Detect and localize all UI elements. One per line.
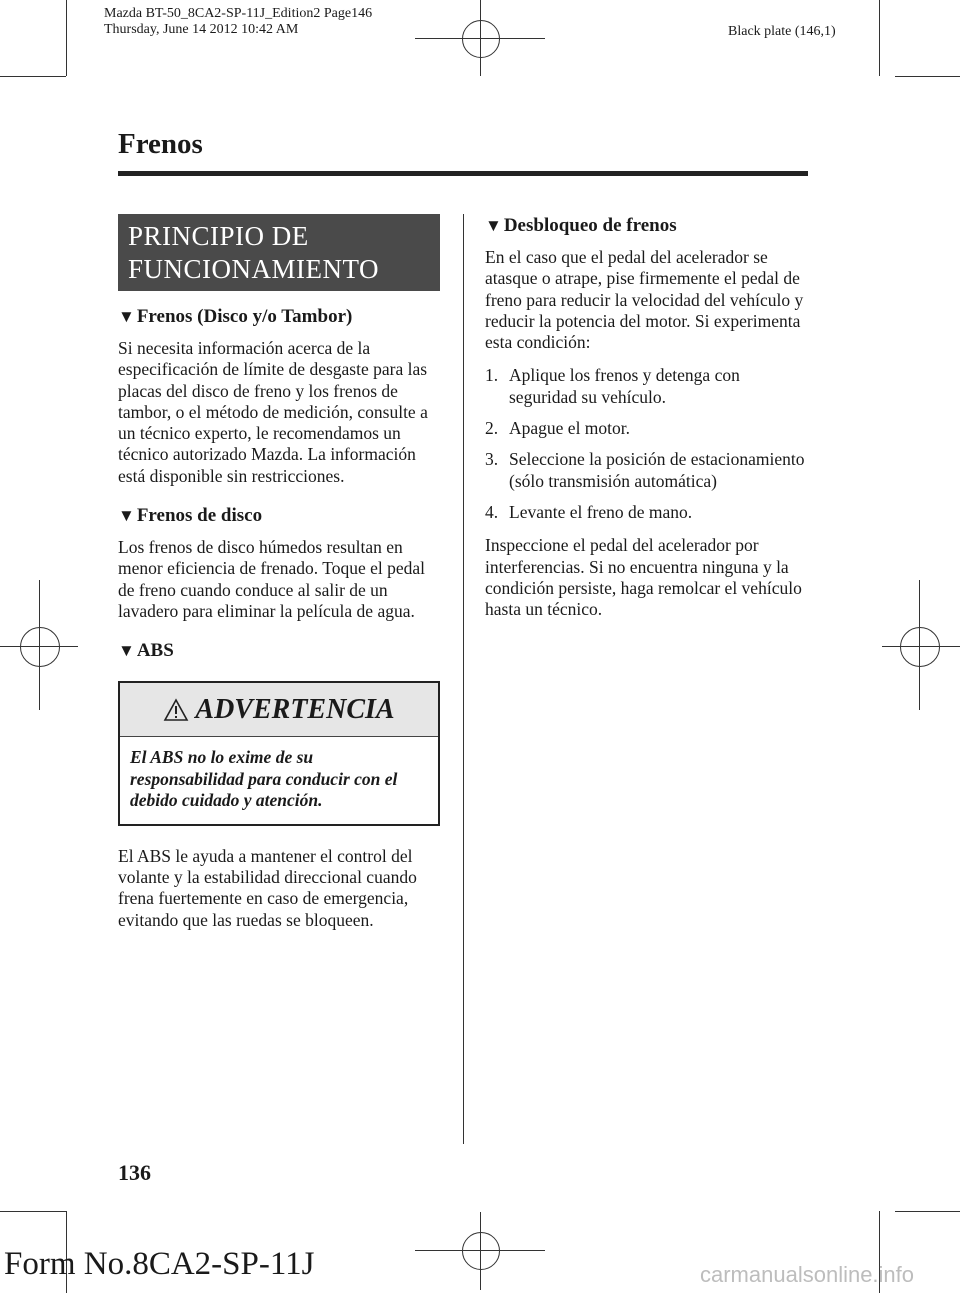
page-number: 136 xyxy=(118,1160,151,1185)
section-title: Frenos xyxy=(118,128,203,160)
section-banner xyxy=(118,214,440,291)
warning-box xyxy=(118,681,440,826)
title-rule xyxy=(118,171,808,176)
registration-mark-line xyxy=(882,646,960,647)
paragraph: Si necesita información acerca de la especificación de límite de desgaste para las placas del disco de freno y los frenos de tambor, o el método de medición, consulte a un técnico experto, le recomendamos un técnico autorizado Mazda. La información está disponible sin restricciones. xyxy=(118,338,428,486)
triangle-bullet-icon: ▼ xyxy=(118,506,135,526)
subheading-abs: ▼ ABS xyxy=(118,640,174,662)
triangle-bullet-icon: ▼ xyxy=(118,307,135,326)
print-timestamp: Thursday, June 14 2012 10:42 AM xyxy=(104,22,299,37)
registration-mark xyxy=(462,1232,500,1270)
watermark: carmanualsonline.info xyxy=(700,1262,915,1287)
right-column xyxy=(485,214,807,637)
steps-list xyxy=(485,365,807,523)
crop-mark xyxy=(879,0,880,76)
registration-mark-line xyxy=(919,580,920,710)
registration-mark xyxy=(462,20,500,58)
triangle-bullet-icon: ▼ xyxy=(485,216,502,235)
registration-mark-line xyxy=(0,646,78,647)
crop-mark xyxy=(895,76,960,77)
registration-mark xyxy=(20,627,60,667)
crop-mark xyxy=(0,76,66,77)
paragraph: En el caso que el pedal del acelerador se atasque o atrape, pise firmemente el pedal de freno para reducir la velocidad del vehículo y reducir la potencia del motor. Si experimenta esta condición: xyxy=(485,247,804,353)
list-item: 3. Seleccione la posición de estacionamiento (sólo transmisión automática) xyxy=(485,449,805,491)
list-item: 4. Levante el freno de mano. xyxy=(485,501,693,522)
registration-mark-line xyxy=(39,580,40,710)
warning-text: El ABS no lo exime de su responsabilidad para conducir con el debido cuidado y atención. xyxy=(130,747,398,811)
registration-mark xyxy=(900,627,940,667)
crop-mark xyxy=(0,1211,66,1212)
banner-line: PRINCIPIO DE xyxy=(128,221,309,251)
plate-label: Black plate (146,1) xyxy=(728,24,836,39)
registration-mark-line xyxy=(480,1212,481,1290)
file-info: Mazda BT-50_8CA2-SP-11J_Edition2 Page146 xyxy=(104,6,373,21)
warning-title: ADVERTENCIA xyxy=(195,693,395,725)
registration-mark-line xyxy=(415,1250,545,1251)
subheading-frenos-disco-tambor: ▼ Frenos (Disco y/o Tambor) xyxy=(118,306,353,327)
paragraph: El ABS le ayuda a mantener el control del volante y la estabilidad direccional cuando frena fuertemente en caso de emergencia, evitando que las ruedas se bloqueen. xyxy=(118,845,417,930)
column-divider xyxy=(463,214,464,1144)
subheading-desbloqueo-de-frenos: ▼ Desbloqueo de frenos xyxy=(485,215,677,236)
banner-line: FUNCIONAMIENTO xyxy=(128,254,380,284)
crop-mark xyxy=(895,1211,960,1212)
form-number: Form No.8CA2-SP-11J xyxy=(4,1246,315,1282)
paragraph: Inspeccione el pedal del acelerador por interferencias. Si no encuentra ninguna y la condición persiste, haga remolcar el vehículo hasta un técnico. xyxy=(485,535,802,620)
print-header xyxy=(104,6,372,38)
crop-mark xyxy=(66,0,67,76)
warning-triangle-icon xyxy=(163,698,189,722)
paragraph: Los frenos de disco húmedos resultan en menor eficiencia de frenado. Toque el pedal de freno cuando conduce al salir de un lavadero para eliminar la película de agua. xyxy=(118,537,425,621)
list-item: 2. Apague el motor. xyxy=(485,418,631,439)
warning-header xyxy=(120,683,438,737)
triangle-bullet-icon: ▼ xyxy=(118,641,135,661)
registration-mark-line xyxy=(415,38,545,39)
subheading-frenos-de-disco: ▼ Frenos de disco xyxy=(118,505,263,527)
left-column xyxy=(118,214,440,948)
list-item: 1. Aplique los frenos y detenga con seguridad su vehículo. xyxy=(485,365,740,407)
